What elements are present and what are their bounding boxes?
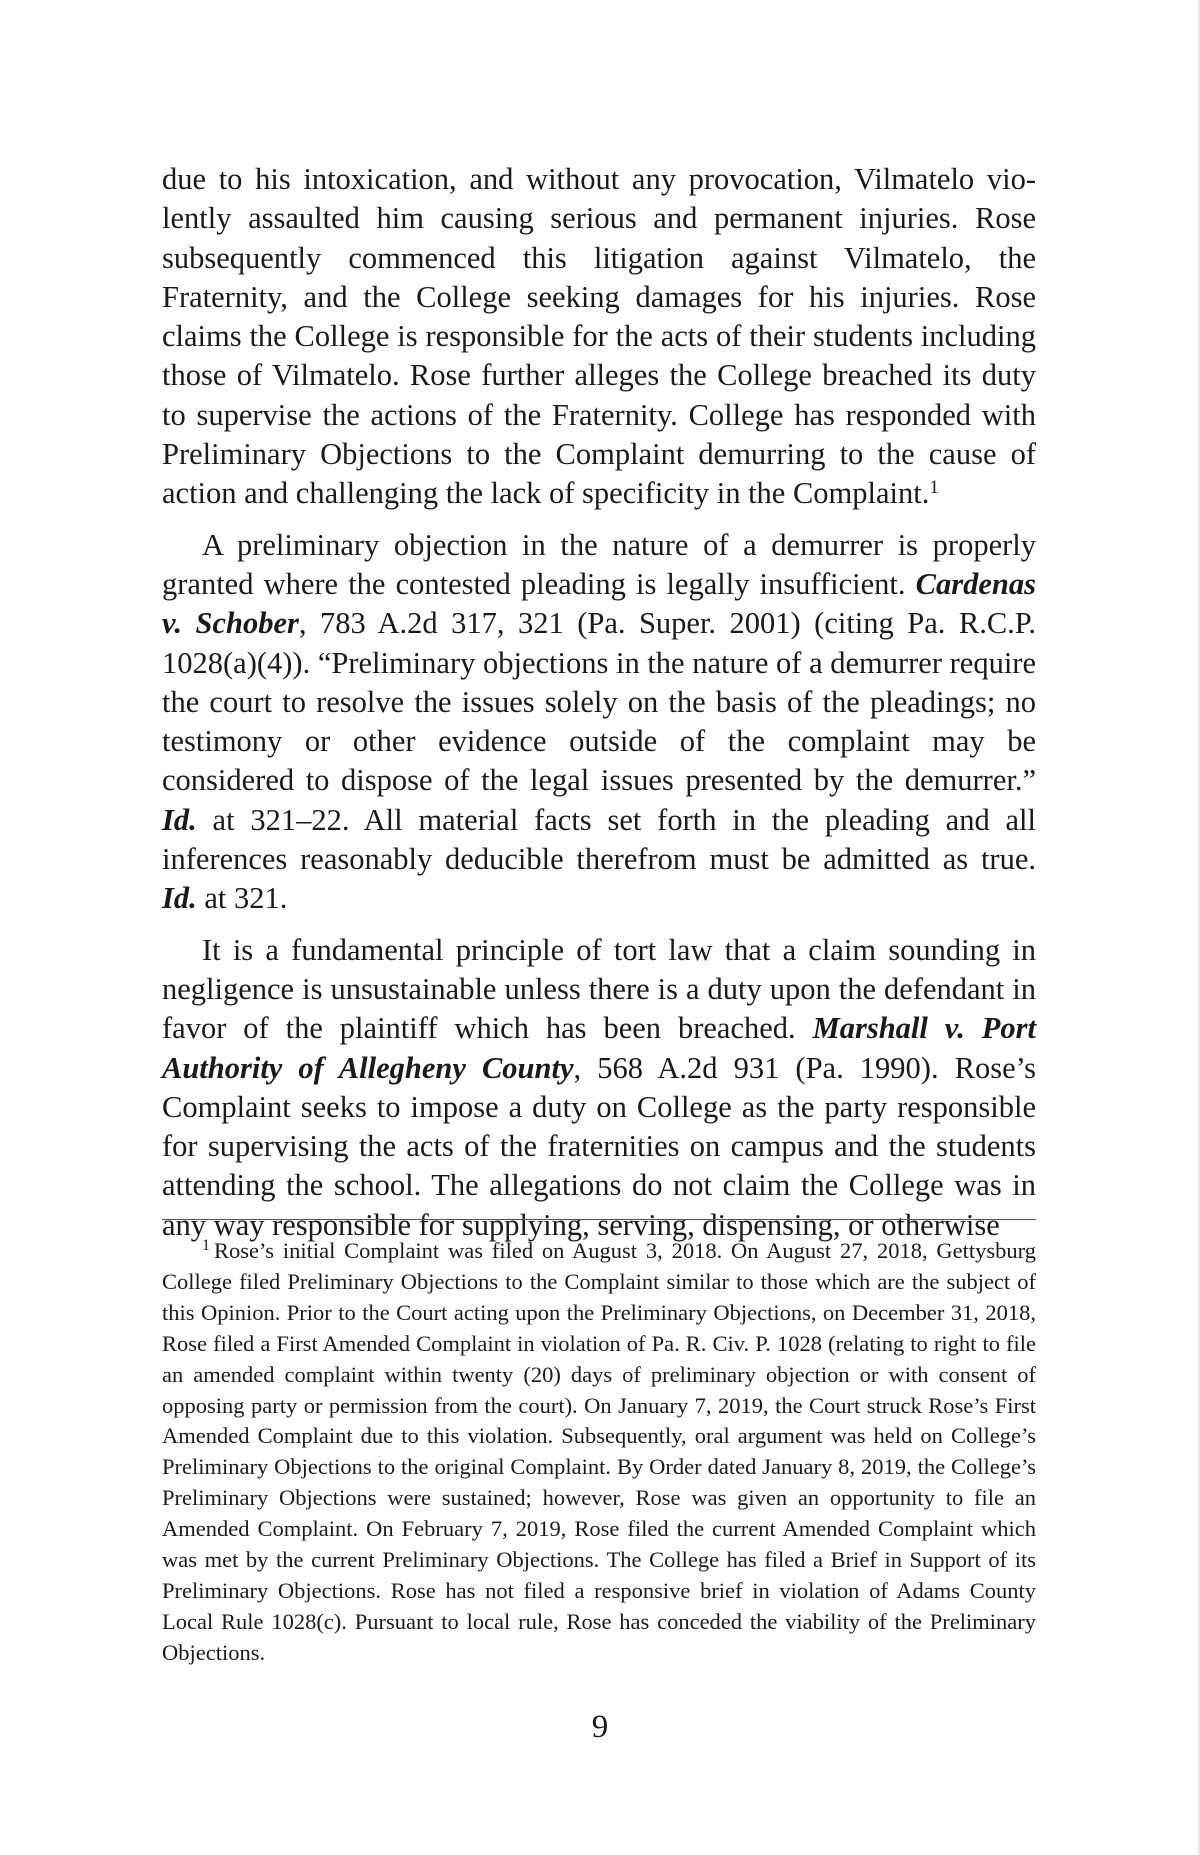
body-text	[162, 160, 1036, 1245]
page-number: 9	[591, 1709, 609, 1745]
paragraph-duty-analysis	[162, 931, 1036, 1245]
paragraph-text: It is a fundamental principle of tort law that a claim sounding in negligence is unsustainable unless there is a duty upon the defendant in favor of the plaintiff which has been breached.	[162, 932, 1036, 1046]
paragraph-demurrer-standard	[162, 526, 1036, 919]
footnote-divider	[162, 1219, 1036, 1220]
case-citation: Id.	[162, 881, 197, 916]
footnote-paragraph	[162, 1236, 1036, 1669]
case-citation: Marshall v. Port Authority of Allegheny County	[162, 1011, 1036, 1085]
footnote-reference[interactable]: 1	[929, 477, 939, 499]
paragraph-text: due to his intoxication, and without any provocation, Vilmatelo violently assaulted him causing serious and permanent injuries. Rose subsequently commenced this litigation against Vilmatelo, the Fraternity, and the College seeking damages for his injuries. Rose claims the College is responsible for the acts of their students including those of Vilmatelo. Rose further alleges the College breached its duty to supervise the actions of the Fraternity. College has responded with Preliminary Objections to the Complaint demurring to the cause of action and challenging the lack of specificity in the Complaint.	[162, 162, 1036, 511]
paragraph-text: at 321–22. All material facts set forth in the pleading and all inferences reasonably deducible therefrom must be admitted as true.	[162, 802, 1036, 877]
paragraph-text: , 568 A.2d 931 (Pa. 1990). Rose’s Complaint seeks to impose a duty on College as the party responsible for supervising the acts of the fraternities on campus and the students attending the school. The allegations do not claim the College was in any way responsible for supplying, serving, dispensing, or otherwise	[162, 1050, 1037, 1242]
paragraph-text: A preliminary objection in the nature of a demurrer is properly granted where the contested pleading is legally insufficient.	[162, 527, 1036, 601]
footnote-mark: 1	[202, 1237, 210, 1254]
case-citation: Id.	[162, 802, 197, 837]
footnote	[162, 1236, 1036, 1669]
paragraph-text: , 783 A.2d 317, 321 (Pa. Super. 2001) (citing Pa. R.C.P. 1028(a)(4)). “Preliminary objections in the nature of a demurrer require the court to resolve the issues solely on the basis of the pleadings; no testimony or other evidence outside of the complaint may be considered to dispose of the legal issues presented by the demurrer.”	[162, 606, 1036, 798]
footnote-text: Rose’s initial Complaint was filed on August 3, 2018. On August 27, 2018, Gettysburg College filed Preliminary Objections to the Complaint similar to those which are the subject of this Opinion. Prior to the Court acting upon the Preliminary Objections, on December 31, 2018, Rose filed a First Amended Complaint in violation of Pa. R. Civ. P. 1028 (relating to right to file an amended complaint within twenty (20) days of preliminary objection or with consent of opposing party or permission from the court). On January 7, 2019, the Court struck Rose’s First Amended Complaint due to this violation. Subsequently, oral argument was held on College’s Preliminary Objections to the original Complaint. By Order dated January 8, 2019, the College’s Preliminary Objections were sustained; however, Rose was given an opportunity to file an Amended Complaint. On February 7, 2019, Rose filed the current Amended Complaint which was met by the current Preliminary Objections. The College has filed a Brief in Support of its Preliminary Objections. Rose has not filed a responsive brief in violation of Adams County Local Rule 1028(c). Pursuant to local rule, Rose has conceded the viability of the Preliminary Objections.	[162, 1238, 1036, 1665]
case-citation: Cardenas v. Schober	[162, 566, 1036, 641]
paragraph-continuation	[162, 160, 1036, 514]
paragraph-text: at 321.	[196, 881, 288, 916]
